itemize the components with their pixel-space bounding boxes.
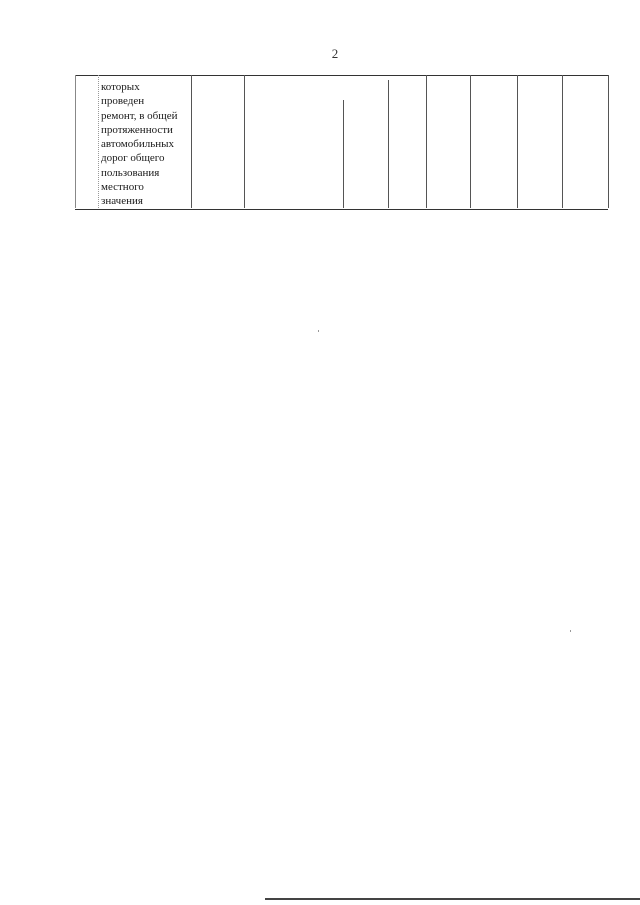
cell-line: протяженности: [101, 123, 173, 136]
cell-line: которых: [101, 81, 140, 93]
cell-line: местного: [101, 181, 144, 194]
table-column-line: [470, 75, 471, 208]
table-column-line: [98, 75, 99, 208]
table-column-line: [517, 75, 518, 208]
table-column-line: [388, 80, 389, 208]
cell-line: проведен: [101, 95, 145, 108]
table-column-line: [608, 75, 609, 208]
scan-speck: [570, 630, 571, 632]
table-cell-text: [101, 80, 191, 209]
table-column-line: [191, 75, 192, 208]
table-column-line: [244, 75, 245, 208]
cell-line: пользования: [101, 166, 160, 179]
cell-line: ремонт, в общей: [101, 109, 178, 122]
page-number: 2: [331, 46, 339, 61]
cell-line: дорог общего: [101, 152, 165, 165]
table-column-line: [343, 100, 344, 208]
table-column-line: [75, 75, 76, 208]
page-bottom-rule: [265, 898, 640, 900]
table-column-line: [426, 75, 427, 208]
scan-speck: [318, 330, 319, 332]
cell-line: значения: [101, 195, 143, 208]
table-column-line: [562, 75, 563, 208]
cell-line: автомобильных: [101, 138, 174, 151]
